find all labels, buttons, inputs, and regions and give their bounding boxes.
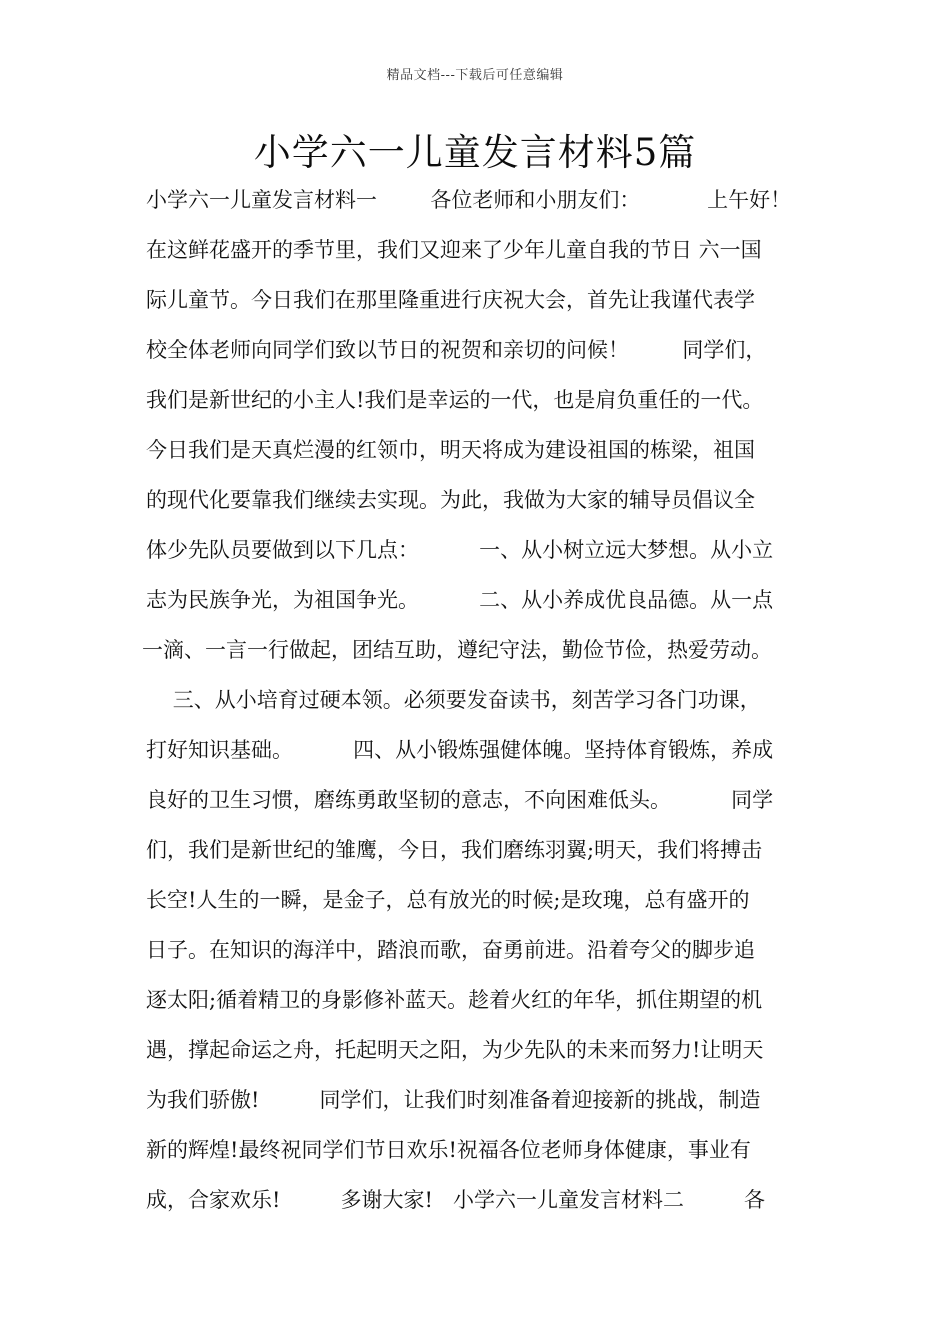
document-title: 小学六一儿童发言材料5篇 — [253, 131, 697, 174]
body-line: 在这鲜花盛开的季节里，我们又迎来了少年儿童自我的节日 六一国 — [146, 238, 762, 262]
body-line: 新的辉煌!最终祝同学们节日欢乐!祝福各位老师身体健康，事业有 — [146, 1138, 751, 1162]
body-line: 三、从小培育过硬本领。必须要发奋读书，刻苦学习各门功课， — [146, 688, 761, 712]
body-line: 的现代化要靠我们继续去实现。为此，我做为大家的辅导员倡议全 — [146, 488, 755, 512]
body-line: 今日我们是天真烂漫的红领巾，明天将成为建设祖国的栋梁，祖国 — [146, 438, 755, 462]
body-line: 遇，撑起命运之舟，托起明天之阳，为少先队的未来而努力!让明天 — [146, 1038, 764, 1062]
body-line: 小学六一儿童发言材料一 各位老师和小朋友们： 上午好！ — [146, 188, 792, 212]
body-line: 我们是新世纪的小主人!我们是幸运的一代，也是肩负重任的一代。 — [146, 388, 764, 412]
body-line: 们，我们是新世纪的雏鹰，今日，我们磨练羽翼;明天，我们将搏击 — [146, 838, 763, 862]
body-line: 际儿童节。今日我们在那里隆重进行庆祝大会，首先让我谨代表学 — [146, 288, 755, 312]
body-line: 志为民族争光，为祖国争光。 二、从小养成优良品德。从一点 — [146, 588, 774, 612]
body-line: 体少先队员要做到以下几点： 一、从小树立远大梦想。从小立 — [146, 538, 774, 562]
body-line: 良好的卫生习惯，磨练勇敢坚韧的意志，不向困难低头。 同学 — [146, 788, 774, 812]
body-line: 为我们骄傲! 同学们，让我们时刻准备着迎接新的挑战，制造 — [146, 1088, 761, 1112]
body-line: 成，合家欢乐! 多谢大家! 小学六一儿童发言材料二 各 — [146, 1188, 766, 1212]
page-watermark: 精品文档---下载后可任意编辑 — [386, 68, 564, 83]
body-line: 校全体老师向同学们致以节日的祝贺和亲切的问候！ 同学们， — [146, 338, 767, 362]
body-line: 日子。在知识的海洋中，踏浪而歌，奋勇前进。沿着夸父的脚步追 — [146, 938, 755, 962]
body-line: 长空!人生的一瞬，是金子，总有放光的时候;是玫瑰，总有盛开的 — [146, 888, 750, 912]
body-line: 一滴、一言一行做起，团结互助，遵纪守法，勤俭节俭，热爱劳动。 — [142, 638, 772, 662]
body-line: 打好知识基础。 四、从小锻炼强健体魄。坚持体育锻炼，养成 — [146, 738, 774, 762]
body-line: 逐太阳;循着精卫的身影修补蓝天。趁着火红的年华，抓住期望的机 — [146, 988, 763, 1012]
